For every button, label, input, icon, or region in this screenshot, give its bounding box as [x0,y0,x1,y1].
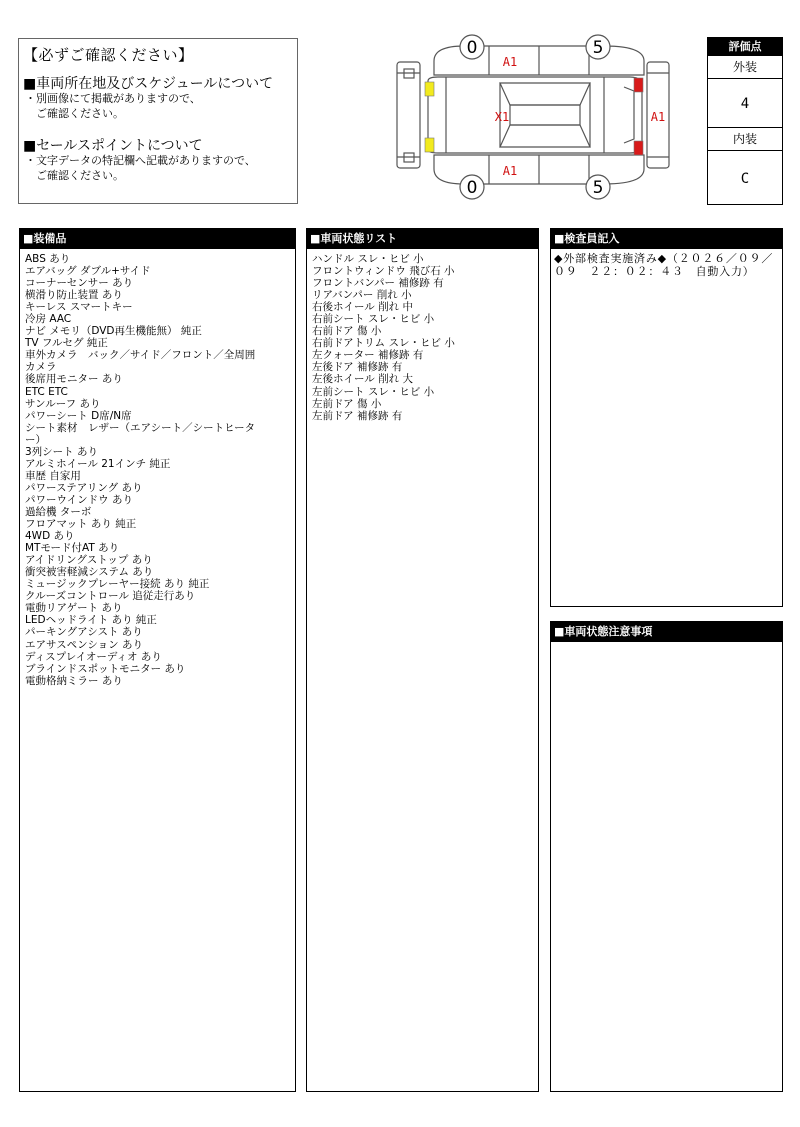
equipment-item: パワーステアリング あり [25,481,143,494]
damage-mark-top: A1 [502,55,518,69]
equipment-item: TV フルセグ 純正 [25,337,108,350]
inspector-panel [550,228,783,607]
equipment-panel [19,228,296,1092]
equipment-item: ー） [25,433,46,446]
equipment-item: パワーウインドウ あり [25,493,134,506]
equipment-item: 衝突被害軽減システム あり [25,566,154,579]
equipment-item: ミュージックプレーヤー接続 あり 純正 [25,578,210,591]
condition-item: 右前シート スレ・ヒビ 小 [312,313,435,326]
equipment-item: エアバッグ ダブル+サイド [25,265,151,278]
inspector-header: ■検査員記入 [551,229,782,249]
equipment-item: 3列シート あり [25,445,99,458]
location-schedule-text: ・別画像にて掲載がありますので、 ご確認ください。 [25,92,201,120]
rear-left-light-marker [634,78,643,92]
equipment-item: 電動リアゲート あり [25,602,123,615]
condition-panel [306,228,539,1092]
condition-notes-panel [550,621,783,1092]
condition-notes-header: ■車両状態注意事項 [551,622,782,642]
rear-right-light-marker [634,141,643,155]
damage-mark-center: X1 [494,110,510,124]
equipment-item: クルーズコントロール 追従走行あり [25,590,196,603]
equipment-item: パーキングアシスト あり [25,626,143,639]
notice-box [18,38,298,204]
equipment-item: 過給機 ターボ [25,505,92,518]
notice-title: 【必ずご確認ください】 [23,46,194,64]
condition-header: ■車両状態リスト [307,229,538,249]
equipment-header: ■装備品 [20,229,295,249]
condition-item: フロントバンパー 補修跡 有 [312,277,444,290]
rear-right-number: 5 [592,178,604,198]
equipment-item: シート素材 レザー（エアシート／シートヒータ [25,421,256,434]
condition-item: 右前ドア 傷 小 [312,325,382,338]
damage-mark-right: A1 [650,110,666,124]
rear-left-number: 0 [466,178,478,198]
equipment-item: ブラインドスポットモニター あり [25,662,186,675]
condition-item: 左前ドア 傷 小 [312,397,382,410]
interior-label: 内装 [708,128,782,151]
equipment-item: ディスプレイオーディオ あり [25,650,162,663]
condition-item: 左前ドア 補修跡 有 [312,409,403,422]
sales-point-heading: ■セールスポイントについて [23,138,203,154]
equipment-item: MTモード付AT あり [25,542,120,555]
front-right-light-marker [425,138,434,152]
location-schedule-heading: ■車両所在地及びスケジュールについて [23,76,274,92]
equipment-item: パワーシート D席/N席 [25,409,132,422]
front-left-number: 0 [466,38,478,58]
equipment-item: アルミホイール 21インチ 純正 [25,457,171,470]
condition-item: 左クォーター 補修跡 有 [312,349,424,362]
damage-mark-bottom: A1 [502,164,518,178]
equipment-item: LEDヘッドライト あり 純正 [25,614,157,627]
equipment-item: エアサスペンション あり [25,638,143,651]
equipment-item: 車歴 自家用 [25,469,81,482]
equipment-item: 横滑り防止装置 あり [25,289,123,302]
equipment-item: サンルーフ あり [25,397,101,410]
exterior-value: 4 [740,96,750,112]
equipment-item: 冷房 AAC [25,313,72,326]
front-left-light-marker [425,82,434,96]
equipment-item: ナビ メモリ（DVD再生機能無） 純正 [25,325,202,338]
grade-header: 評価点 [708,38,782,56]
condition-item: 左前シート スレ・ヒビ 小 [312,385,435,398]
condition-item: 右後ホイール 削れ 中 [312,301,413,314]
equipment-item: 後席用モニター あり [25,373,123,386]
exterior-label: 外装 [708,56,782,79]
sales-point-text: ・文字データの特記欄へ記載がありますので、 ご確認ください。 [25,154,256,182]
equipment-list [25,253,255,687]
equipment-item: キーレス スマートキー [25,301,133,314]
equipment-item: カメラ [25,361,57,374]
condition-item: 左後ドア 補修跡 有 [312,361,403,374]
condition-item: 右前ドアトリム スレ・ヒビ 小 [312,337,455,350]
equipment-item: 4WD あり [25,530,75,543]
equipment-item: ABS あり [25,253,71,265]
equipment-item: コーナーセンサー あり [25,277,134,290]
vehicle-damage-diagram [394,33,672,205]
inspector-text: ◆外部検査実施済み◆（２０２６／０９／０９ ２２：０２：４３ 自動入力） [554,252,774,278]
condition-item: 左後ホイール 削れ 大 [312,373,413,386]
equipment-item: フロアマット あり 純正 [25,518,137,531]
equipment-item: 電動格納ミラー あり [25,674,123,687]
condition-item: ハンドル スレ・ヒビ 小 [312,253,424,265]
front-right-number: 5 [592,38,604,58]
condition-list [312,253,455,422]
condition-item: フロントウィンドウ 飛び石 小 [312,265,455,278]
interior-value: C [740,171,750,187]
equipment-item: アイドリングストップ あり [25,554,153,567]
equipment-item: 車外カメラ バック／サイド／フロント／全周囲 [25,349,256,362]
grade-box [707,37,783,205]
condition-item: リアバンパー 削れ 小 [312,289,412,302]
equipment-item: ETC ETC [25,385,68,398]
